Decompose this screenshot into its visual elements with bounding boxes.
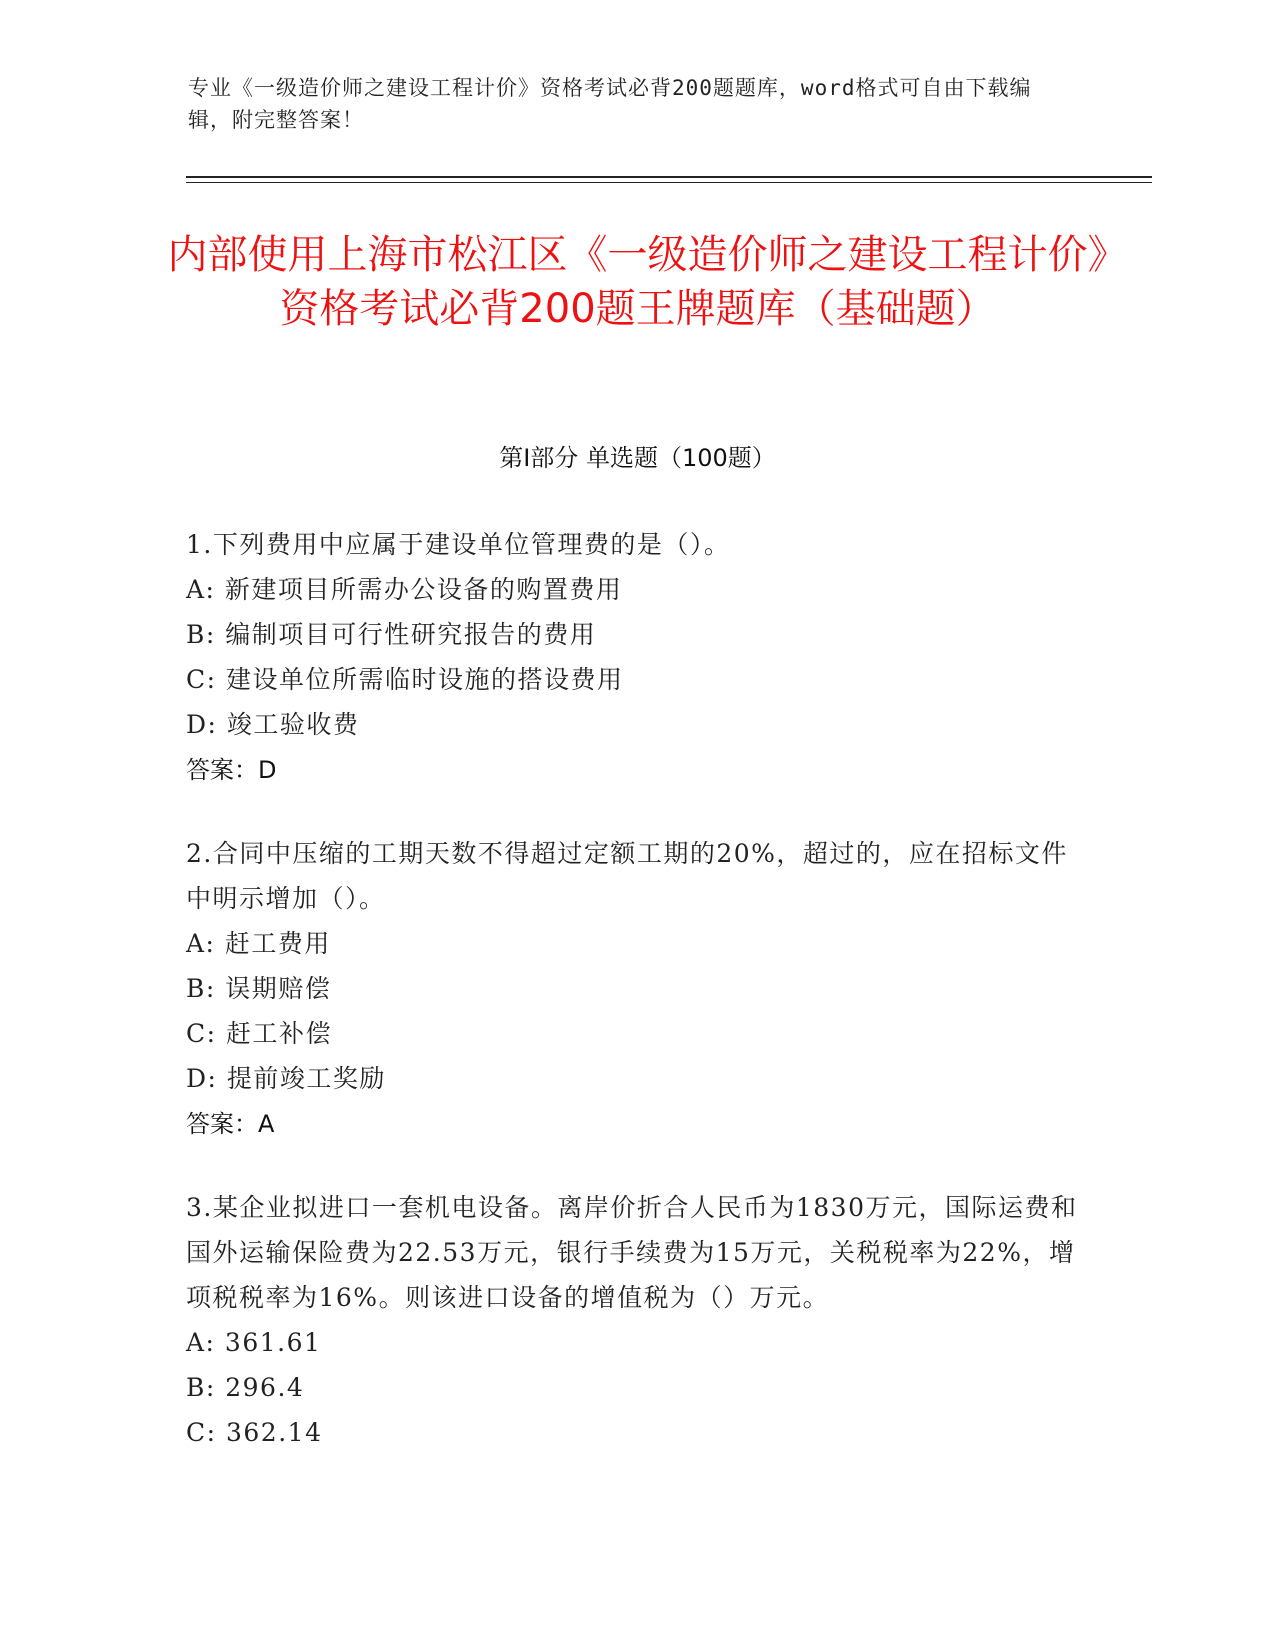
- answer-value: A: [258, 1110, 275, 1138]
- question-stem: 2.合同中压缩的工期天数不得超过定额工期的20%，超过的，应在招标文件中明示增加（）。: [186, 839, 1068, 913]
- option-c: C: 362.14: [186, 1418, 323, 1447]
- option-a: A: 新建项目所需办公设备的购置费用: [186, 575, 623, 604]
- option-d: D: 竣工验收费: [186, 710, 360, 739]
- option-c: C: 建设单位所需临时设施的搭设费用: [186, 665, 624, 694]
- header-note: 专业《一级造价师之建设工程计价》资格考试必背200题题库，word格式可自由下载编辑，附完整答案！: [188, 76, 1032, 132]
- answer-label: 答案：: [186, 756, 258, 784]
- option-b: B: 误期赔偿: [186, 974, 332, 1003]
- option-b: B: 编制项目可行性研究报告的费用: [186, 620, 597, 649]
- document-title: 内部使用上海市松江区《一级造价师之建设工程计价》资格考试必背200题王牌题库（基础题）: [167, 232, 1108, 332]
- option-c: C: 赶工补偿: [186, 1019, 332, 1048]
- option-a: A: 361.61: [186, 1328, 322, 1357]
- question-stem: 1.下列费用中应属于建设单位管理费的是（）。: [186, 530, 731, 559]
- question-2: [186, 831, 1086, 1147]
- header-divider-thin: [186, 182, 1152, 183]
- option-d: D: 提前竣工奖励: [186, 1064, 386, 1093]
- option-b: B: 296.4: [186, 1373, 305, 1402]
- answer-line: [186, 1101, 1086, 1147]
- question-list: [186, 522, 1086, 1493]
- answer-label: 答案：: [186, 1110, 258, 1138]
- question-1: [186, 522, 1086, 793]
- option-a: A: 赶工费用: [186, 929, 331, 958]
- answer-line: [186, 747, 1086, 793]
- header-divider-thick: [186, 176, 1152, 178]
- question-3: [186, 1185, 1086, 1455]
- question-stem: 3.某企业拟进口一套机电设备。离岸价折合人民币为1830万元，国际运费和国外运输保险费为22.53万元，银行手续费为15万元，关税税率为22%，增项税税率为16%。则该进口设备的增值税为（）万元。: [186, 1193, 1078, 1312]
- answer-value: D: [258, 756, 277, 784]
- section-title: 第Ⅰ部分 单选题（100题）: [499, 444, 776, 472]
